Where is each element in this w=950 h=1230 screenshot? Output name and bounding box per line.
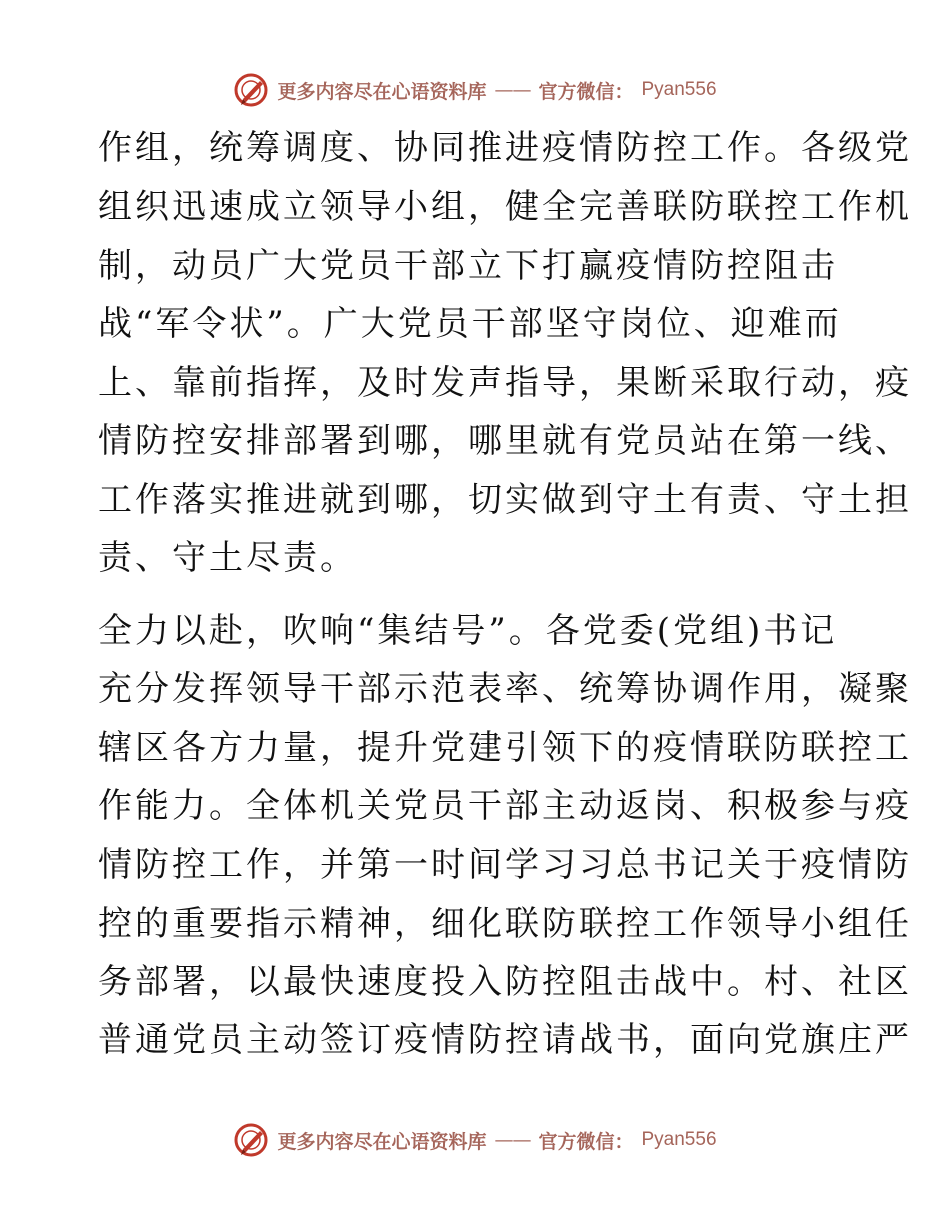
body-line: 作组，统筹调度、协同推进疫情防控工作。各级党	[98, 128, 912, 168]
body-line: 战“军令状”。广大党员干部坚守岗位、迎难而	[98, 304, 842, 344]
header-watermark	[0, 70, 950, 110]
footer-watermark	[0, 1120, 950, 1160]
body-line: 工作落实推进就到哪，切实做到守土有责、守土担	[98, 480, 912, 520]
body-line: 制，动员广大党员干部立下打赢疫情防控阻击	[98, 246, 838, 286]
body-line: 辖区各方力量，提升党建引领下的疫情联防联控工	[98, 728, 912, 768]
footer-wechat-id: Pyan556	[641, 1129, 717, 1150]
body-line: 组织迅速成立领导小组，健全完善联防联控工作机	[98, 187, 912, 227]
body-line: 责、守土尽责。	[98, 538, 357, 578]
body-line: 情防控安排部署到哪，哪里就有党员站在第一线、	[98, 421, 912, 461]
footer-separator: ——	[494, 1129, 531, 1151]
body-line: 上、靠前指挥，及时发声指导，果断采取行动，疫	[98, 363, 912, 403]
body-line: 充分发挥领导干部示范表率、统筹协调作用，凝聚	[98, 669, 912, 709]
header-wechat-id: Pyan556	[641, 79, 717, 100]
header-wechat-label: 官方微信：	[538, 80, 634, 103]
body-line: 作能力。全体机关党员干部主动返岗、积极参与疫	[98, 786, 912, 826]
footer-wechat-label: 官方微信：	[538, 1130, 634, 1153]
body-line: 务部署，以最快速度投入防控阻击战中。村、社区	[98, 962, 912, 1002]
header-site-text: 更多内容尽在心语资料库	[277, 80, 487, 103]
body-line: 全力以赴，吹响“集结号”。各党委(党组)书记	[98, 611, 838, 651]
footer-site-text: 更多内容尽在心语资料库	[277, 1130, 487, 1153]
pen-logo-icon	[233, 72, 269, 108]
header-separator: ——	[494, 79, 531, 101]
pen-logo-icon	[233, 1122, 269, 1158]
body-line: 控的重要指示精神，细化联防联控工作领导小组任	[98, 904, 912, 944]
body-line: 情防控工作，并第一时间学习习总书记关于疫情防	[98, 845, 912, 885]
body-line: 普通党员主动签订疫情防控请战书，面向党旗庄严	[98, 1020, 912, 1060]
